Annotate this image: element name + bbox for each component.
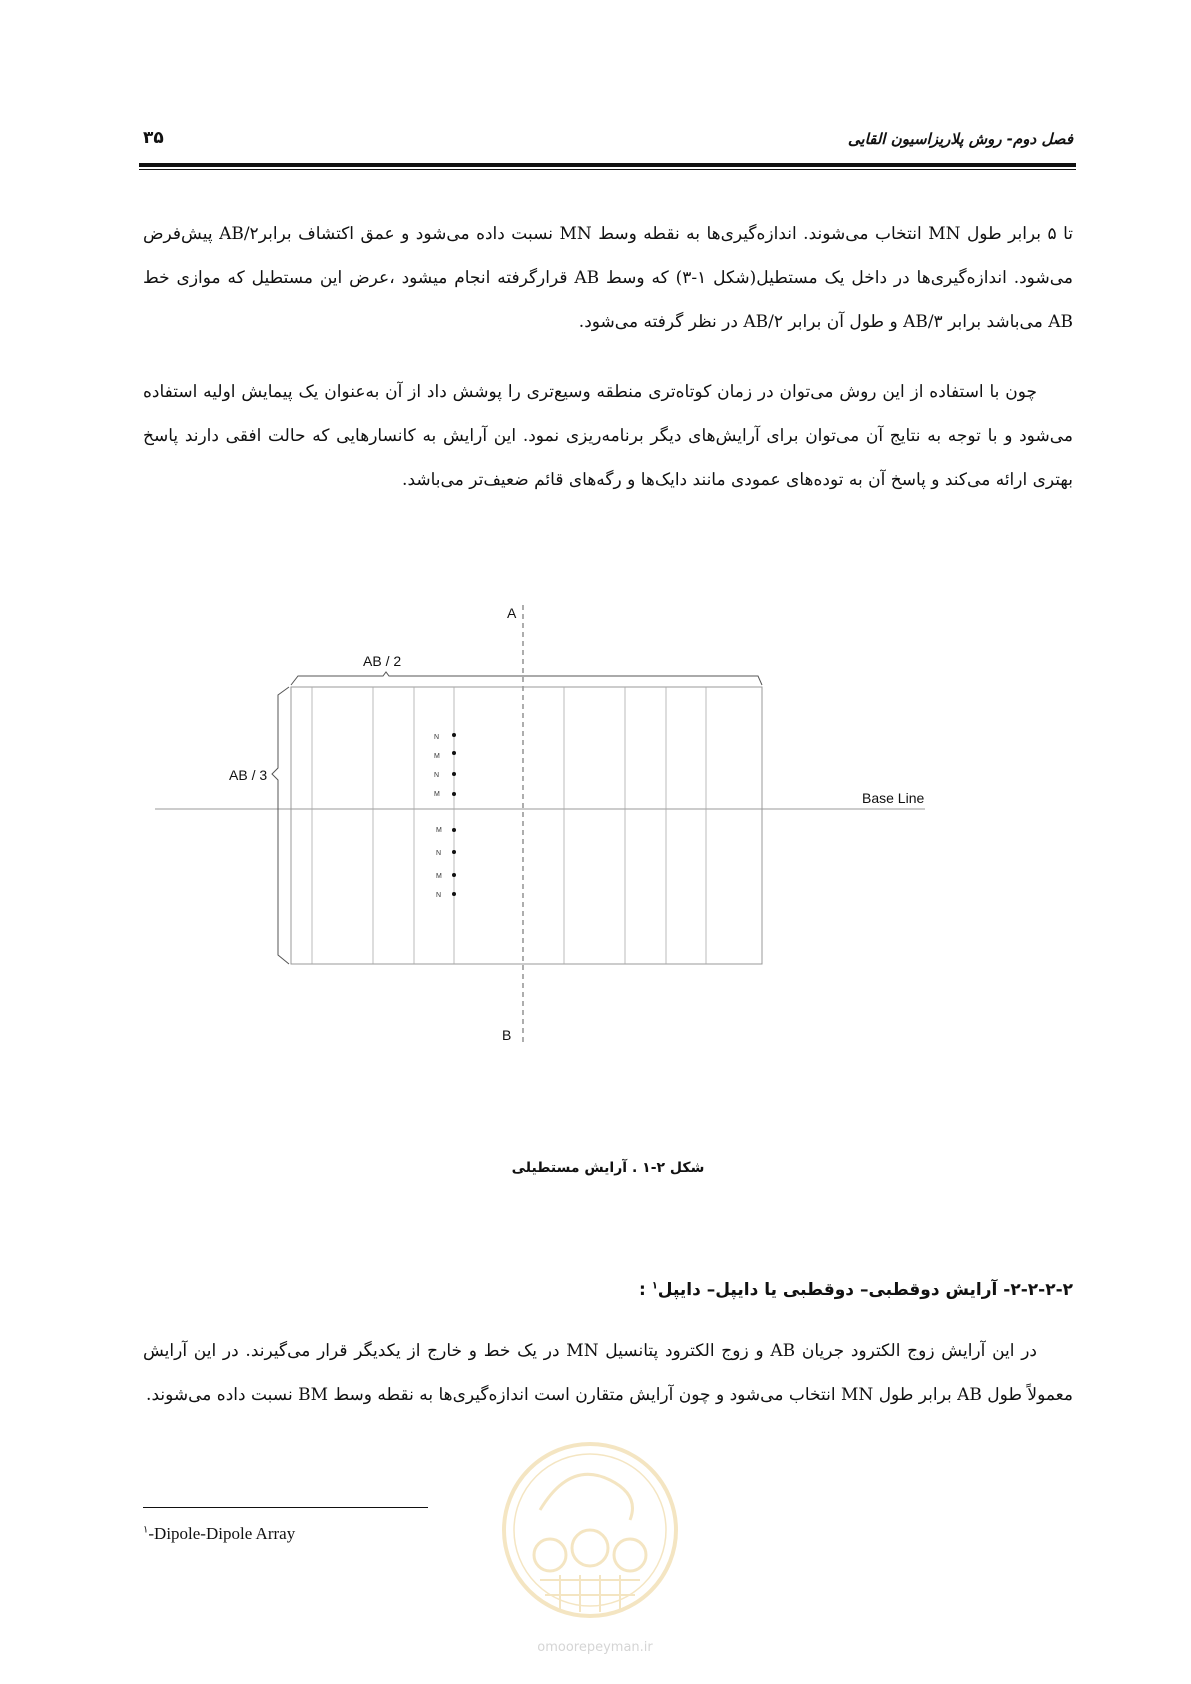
figure-caption: شکل ۲-۱ . آرایش مستطیلی xyxy=(511,1160,705,1176)
section-heading xyxy=(143,1280,1073,1300)
electrode-label: M xyxy=(434,791,440,798)
electrode-label: N xyxy=(434,772,440,779)
paragraph-1: تا ۵ برابر طول MN انتخاب می‌شوند. اندازه‌گیری‌ها به نقطه وسط MN نسبت داده می‌شود و عمق اکتشاف برابرAB/۲ پیش‌فرض می‌شود. اندازه‌گیری‌ها در داخل یک مستطیل(شکل ۱-۳) که وسط AB قرارگرفته انجام میشود ،عرض این مستطیل که موازی خط AB می‌باشد برابر AB/۳ و طول آن برابر AB/۲ در نظر گرفته می‌شود. xyxy=(143,224,1073,332)
label-b: B xyxy=(502,1027,512,1043)
footnote-marker: ۱ xyxy=(143,1524,149,1536)
page-header xyxy=(143,128,1073,158)
header-rule-thin xyxy=(139,169,1076,170)
label-a: A xyxy=(507,605,517,621)
watermark-logo xyxy=(500,1440,680,1630)
page-number: ۳۵ xyxy=(143,128,164,148)
header-rule-thick xyxy=(139,163,1076,167)
electrode-label: N xyxy=(436,892,442,899)
rectangular-array-figure xyxy=(150,605,1010,1130)
footnote xyxy=(143,1524,295,1544)
electrode-dot xyxy=(452,772,456,776)
watermark-url: omoorepeyman.ir xyxy=(537,1640,653,1655)
survey-rectangle xyxy=(291,687,762,964)
paragraph-2: چون با استفاده از این روش می‌توان در زمان کوتاه‌تری منطقه وسیع‌تری را پوشش داد از آن به‌عنوان یک پیمایش اولیه استفاده می‌شود و با توجه به نتایج آن می‌توان برای آرایش‌های دیگر برنامه‌ریزی نمود. این آرایش به کانسارهایی که حالت افقی دارند پاسخ بهتری ارائه می‌کند و پاسخ آن به توده‌های عمودی مانند دایک‌ها و رگه‌های قائم ضعیف‌تر می‌باشد. xyxy=(143,382,1073,490)
electrode-column xyxy=(434,733,456,899)
electrode-label: N xyxy=(434,734,440,741)
ab2-brace xyxy=(291,672,762,685)
electrode-dot xyxy=(452,733,456,737)
grid-lines xyxy=(312,687,706,964)
electrode-dot xyxy=(452,892,456,896)
electrode-label: M xyxy=(434,753,440,760)
label-ab2: AB / 2 xyxy=(363,653,402,669)
ab3-brace xyxy=(272,687,289,964)
section-heading-suffix: : xyxy=(638,1280,652,1300)
footnote-rule xyxy=(143,1507,428,1508)
chapter-title: فصل دوم- روش پلاریزاسیون القایی xyxy=(847,130,1073,148)
paragraph-3: در این آرایش زوج الکترود جریان AB و زوج الکترود پتانسیل MN در یک خط و خارج از یکدیگر قرار می‌گیرند. در این آرایش معمولاً طول AB برابر طول MN انتخاب می‌شود و چون آرایش متقارن است اندازه‌گیری‌ها به نقطه وسط BM نسبت داده می‌شوند. xyxy=(143,1341,1073,1405)
electrode-label: M xyxy=(436,827,442,834)
label-ab3: AB / 3 xyxy=(229,767,268,783)
electrode-dot xyxy=(452,873,456,877)
electrode-dot xyxy=(452,828,456,832)
footnote-reference: ۱ xyxy=(651,1280,658,1292)
section-heading-text: ۲-۲-۲-۲- آرایش دوقطبی– دوقطبی یا دایپل– دایپل xyxy=(657,1280,1073,1300)
electrode-dot xyxy=(452,850,456,854)
electrode-dot xyxy=(452,751,456,755)
footnote-text: -Dipole-Dipole Array xyxy=(148,1524,296,1543)
label-baseline: Base Line xyxy=(862,790,925,806)
electrode-dot xyxy=(452,792,456,796)
electrode-label: M xyxy=(436,873,442,880)
electrode-label: N xyxy=(436,850,442,857)
